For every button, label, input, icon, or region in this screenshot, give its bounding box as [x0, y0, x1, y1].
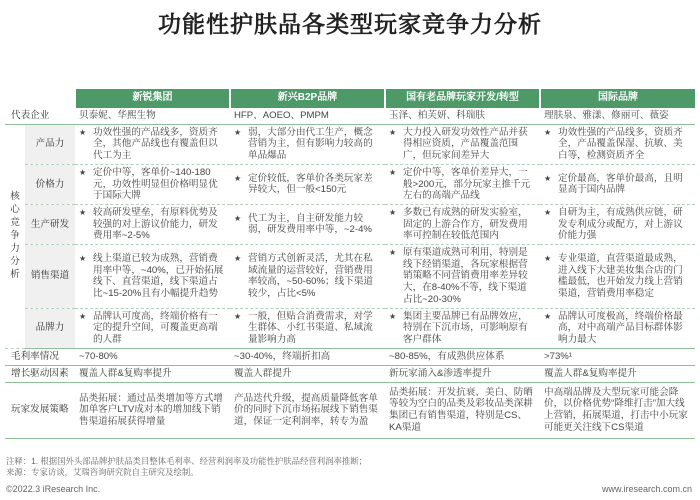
bullet-item [79, 207, 226, 242]
table-row-brands [5, 108, 695, 124]
table-row-gross-margin [5, 348, 695, 365]
competitiveness-cell [385, 124, 540, 164]
gross-margin-cell: ~70-80% [75, 348, 230, 365]
bullet-item [544, 173, 691, 196]
sub-row-label: 销售渠道 [25, 245, 75, 309]
growth-driver-cell: 新玩家涌入&渗透率提升 [385, 365, 540, 382]
star-icon: ★ [234, 173, 242, 183]
bullet-text: 营销方式创新灵活，尤其在私域流量的运营较好，营销费用率较高，~50-60%；线下渠道较少，占比<5% [248, 252, 374, 299]
table-row [5, 245, 695, 309]
bullet-item [544, 311, 691, 346]
competitiveness-cell [540, 164, 695, 204]
note-line: 注释：1. 根据国外头部品牌护肤品类目整体毛利率、经营利润率及功能性护肤品经营利润率推断； [6, 456, 368, 466]
bullet-text: 定价较低，客单价各类玩家差异较大，但一般<150元 [248, 172, 373, 196]
bullet-item [234, 127, 381, 162]
bullet-item [544, 127, 691, 162]
gross-margin-cell: ~80-85%，有成熟供应体系 [385, 348, 540, 365]
core-label-char: 核 [10, 190, 20, 202]
header-blank [5, 89, 75, 108]
star-icon: ★ [389, 248, 397, 258]
table-row [5, 204, 695, 244]
website-url: www.iresearch.com.cn [601, 484, 692, 494]
core-label-char: 力 [10, 242, 20, 254]
competitiveness-cell [230, 164, 385, 204]
notes [6, 456, 696, 478]
bullet-item [234, 311, 381, 346]
competitiveness-cell [540, 245, 695, 309]
bullet-text: 专业渠道，直营渠道最成熟，进入线下大建美妆集合店的门槛最低，也开始发力线上营销渠道，营销费用率稳定 [558, 252, 683, 299]
competitiveness-cell [385, 204, 540, 244]
bullet-item [79, 311, 226, 346]
star-icon: ★ [234, 213, 242, 223]
star-icon: ★ [79, 127, 87, 137]
growth-driver-cell: 覆盖人群提升 [230, 365, 385, 382]
competitiveness-cell [540, 308, 695, 348]
bullet-item [389, 207, 536, 242]
table-header-row [5, 89, 695, 108]
bullet-text: 较高研发壁垒，有原料优势及较强的对上游议价能力，研发费用率~2-5% [93, 206, 218, 242]
star-icon: ★ [79, 207, 87, 217]
bullet-item [389, 167, 536, 202]
star-icon: ★ [234, 253, 242, 263]
star-icon: ★ [79, 167, 87, 177]
strategy-cell: 品类拓展：通过品类增加等方式增加单客户LTV成对本的增加线下销售渠道拓展获得增量 [75, 382, 230, 438]
star-icon: ★ [544, 311, 552, 321]
row-label: 增长驱动因素 [5, 365, 75, 382]
core-label-char: 分 [10, 255, 20, 267]
strategy-cell: 品类拓展：开发抗衰、美白、防晒等较为空白的品类及彩妆品类深耕集团已有销售渠道，特别是CS、KA渠道 [385, 382, 540, 438]
core-label-char: 争 [10, 229, 20, 241]
bullet-text: 代工为主，自主研发能力较弱，研发费用率中等，~2-4% [248, 212, 372, 236]
core-competitiveness-label [5, 124, 25, 348]
sub-row-label: 品牌力 [25, 308, 75, 348]
table-row [5, 164, 695, 204]
gross-margin-cell: >73%¹ [540, 348, 695, 365]
sub-row-label: 价格力 [25, 164, 75, 204]
competitiveness-cell [540, 124, 695, 164]
column-header: 国际品牌 [540, 89, 695, 108]
competitiveness-cell [75, 308, 230, 348]
bullet-item [79, 253, 226, 300]
star-icon: ★ [544, 173, 552, 183]
star-icon: ★ [79, 253, 87, 263]
star-icon: ★ [389, 207, 397, 217]
column-header: 新锐集团 [75, 89, 230, 108]
competitiveness-cell [75, 204, 230, 244]
competitiveness-cell [75, 245, 230, 309]
star-icon: ★ [234, 311, 242, 321]
brands-cell: HFP、AOEO、PMPM [230, 108, 385, 124]
competitiveness-cell [230, 124, 385, 164]
competitiveness-cell [230, 245, 385, 309]
core-label-char: 析 [10, 268, 20, 280]
row-label: 玩家发展策略 [5, 382, 75, 438]
bullet-text: 品牌认可度极高，终端价格最高，对中高端产品目标群体影响力最大 [558, 310, 683, 345]
core-label-char: 竞 [10, 216, 20, 228]
sub-row-label: 产品力 [25, 124, 75, 164]
competitiveness-cell [230, 308, 385, 348]
brands-cell: 贝泰妮、华熙生物 [75, 108, 230, 124]
bullet-text: 定价最高，客单价最高，且明显高于国内品牌 [558, 172, 683, 196]
competitiveness-cell [385, 308, 540, 348]
bullet-item [389, 247, 536, 306]
bullet-text: 原有渠道成熟可利用，特别是线下经销渠道，各玩家根据营销策略不同营销费用率差异较大，在8-40%不等，线下渠道占比~20-30% [403, 247, 528, 305]
growth-driver-cell: 覆盖人群&复购率提升 [540, 365, 695, 382]
bullet-text: 自研为主，有成熟供应链，研发专利成分或配方，对上游议价能力强 [558, 206, 683, 242]
competitiveness-cell [75, 124, 230, 164]
star-icon: ★ [389, 127, 397, 137]
copyright: ©2022.3 iResearch Inc. [6, 484, 101, 494]
competitiveness-cell [385, 164, 540, 204]
bullet-text: 定价中等，客单价~140-180元，功效性明显但价格明显优于国际大牌 [93, 166, 218, 202]
star-icon: ★ [544, 127, 552, 137]
table-row [5, 124, 695, 164]
star-icon: ★ [79, 311, 87, 321]
star-icon: ★ [389, 311, 397, 321]
row-label: 毛利率情况 [5, 348, 75, 365]
bullet-text: 大力投入研发功效性产品并获得相应资质，产品覆盖范围广，但玩家间差异大 [403, 126, 528, 162]
bullet-item [234, 253, 381, 300]
bullet-item [544, 253, 691, 300]
bullet-item [79, 127, 226, 162]
bullet-text: 功效性强的产品线多，资质齐全，产品覆盖保湿、抗敏、美白等，检测资质齐全 [558, 126, 683, 162]
growth-driver-cell: 覆盖人群&复购率提升 [75, 365, 230, 382]
table-row [5, 308, 695, 348]
bullet-item [79, 167, 226, 202]
bullet-text: 集团主要品牌已有品牌效应，特别在下沉市场，可影响原有客户群体 [403, 310, 528, 345]
bullet-text: 多数已有成熟的研发实验室，固定的上游合作方，研发费用率可控制在较低范围内 [403, 206, 528, 242]
brands-cell: 理肤泉、雅漾、修丽可、薇姿 [540, 108, 695, 124]
star-icon: ★ [389, 167, 397, 177]
gross-margin-cell: ~30-40%，终端折扣高 [230, 348, 385, 365]
bullet-text: 弱，大部分由代工生产，概念营销为主，但有影响力较高的单品爆品 [248, 126, 373, 162]
bullet-item [544, 207, 691, 242]
bullet-text: 功效性强的产品线多，资质齐全，其他产品线也有覆盖但以代工为主 [93, 126, 218, 162]
bullet-text: 品牌认可度高，终端价格有一定的提升空间，可覆盖更高端的人群 [93, 310, 218, 345]
competitiveness-cell [75, 164, 230, 204]
strategy-cell: 产品迭代升级，提高质量降低客单价的同时下沉市场拓展线下销售渠道，保证一定利润率，转专为盈 [230, 382, 385, 438]
strategy-cell: 中高端品牌及大型玩家可能会降价，以价格优势“降维打击”加大线上营销，拓展渠道，打击中小玩家可能更关注线下CS渠道 [540, 382, 695, 438]
sub-row-label: 生产研发 [25, 204, 75, 244]
bullet-item [389, 311, 536, 346]
competitiveness-cell [230, 204, 385, 244]
table-row-growth-driver [5, 365, 695, 382]
star-icon: ★ [544, 253, 552, 263]
competitiveness-cell [385, 245, 540, 309]
table-row-strategy [5, 382, 695, 438]
row-label: 代表企业 [5, 108, 75, 124]
column-header: 国有老品牌玩家开发/转型 [385, 89, 540, 108]
bullet-text: 定价中等，客单价差异大，一般>200元，部分玩家主推千元左右的高端产品线 [403, 166, 531, 202]
bullet-item [234, 173, 381, 196]
column-header: 新兴B2P品牌 [230, 89, 385, 108]
competitiveness-table [5, 89, 695, 439]
bullet-item [389, 127, 536, 162]
source-line: 来源：专家访谈，艾瑞咨询研究院自主研究及绘制。 [6, 466, 199, 477]
bullet-text: 一般，但贴合消费需求，对学生群体、小红书渠道、私域流量影响力高 [248, 310, 373, 345]
star-icon: ★ [234, 127, 242, 137]
core-label-char: 心 [10, 203, 20, 215]
competitiveness-cell [540, 204, 695, 244]
star-icon: ★ [544, 207, 552, 217]
bullet-item [234, 213, 381, 236]
brands-cell: 玉泽、柏芙妍、科瑞肤 [385, 108, 540, 124]
bullet-text: 线上渠道已较为成熟，营销费用率中等，~40%，已开始拓展线下、直营渠道，线下渠道占比~15-20%且有小幅提升趋势 [93, 252, 224, 299]
page-title: 功能性护肤品各类型玩家竞争力分析 [158, 11, 542, 37]
